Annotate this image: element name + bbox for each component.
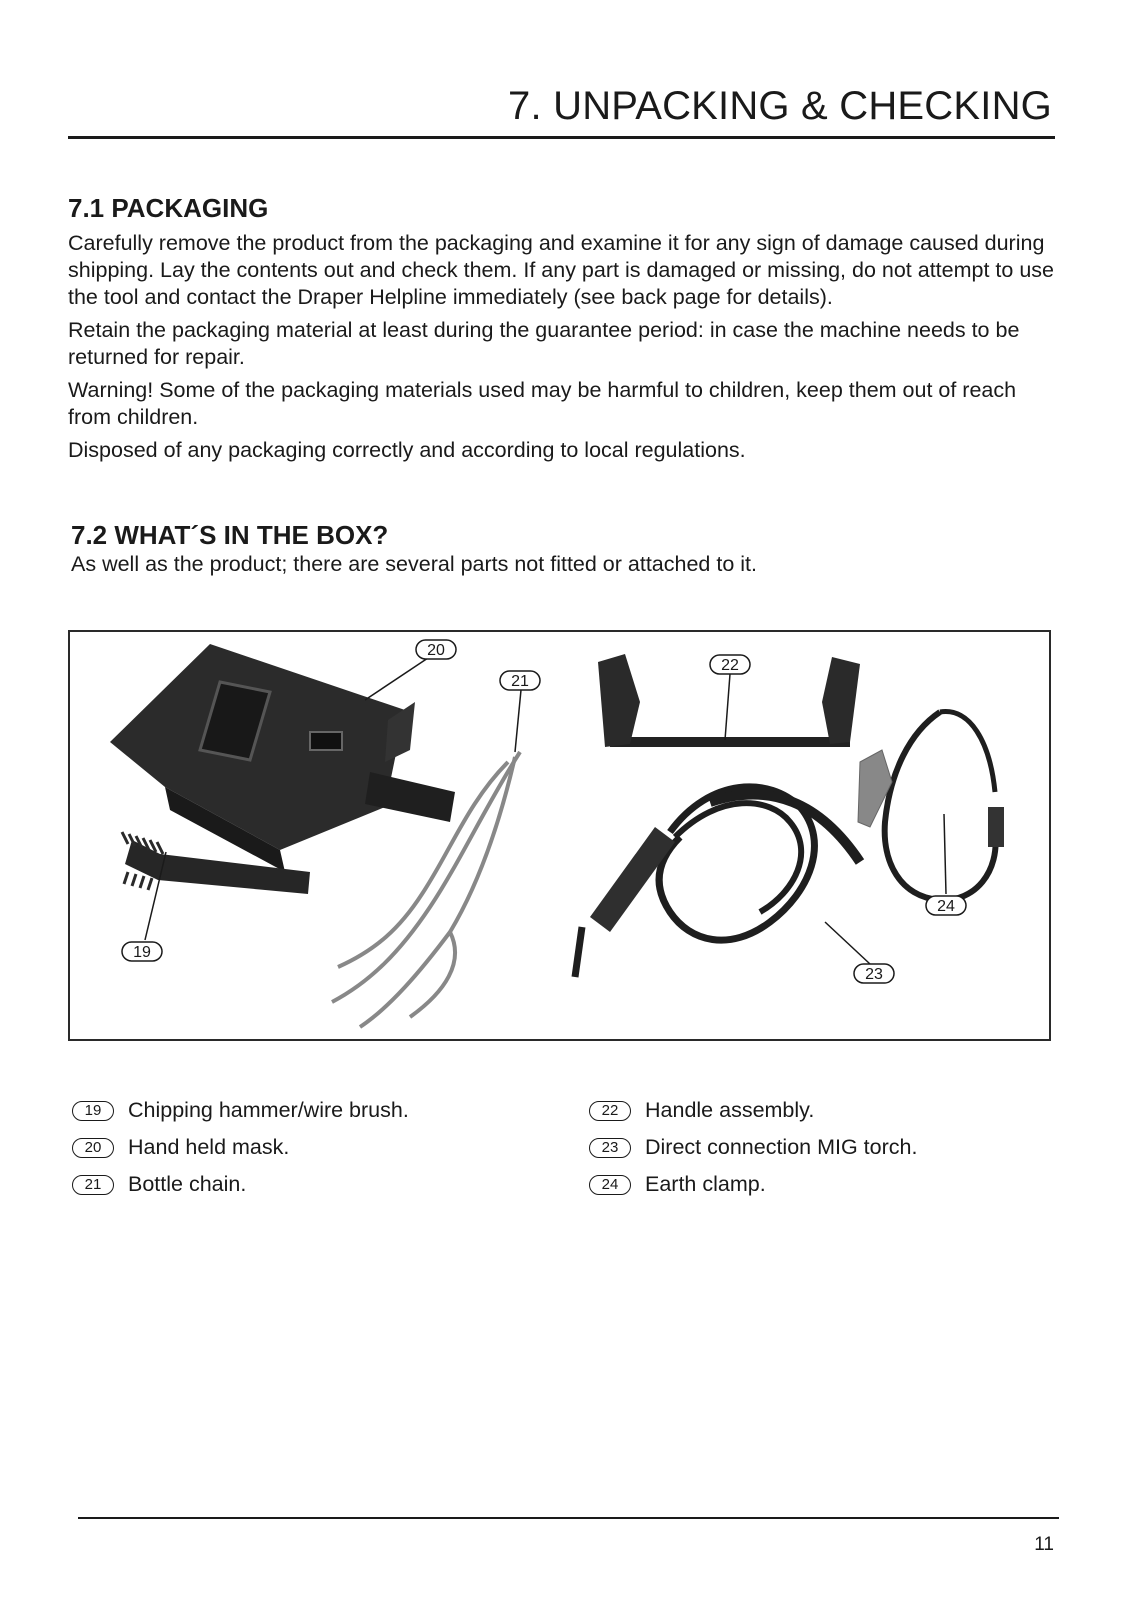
part-label: Handle assembly. <box>645 1098 815 1122</box>
callout-24 <box>926 896 966 915</box>
part-label: Direct connection MIG torch. <box>645 1135 918 1159</box>
header-rule <box>68 136 1055 139</box>
part-label: Earth clamp. <box>645 1172 766 1196</box>
legend-item <box>589 1129 917 1166</box>
legend-item <box>72 1129 409 1166</box>
part-number-badge: 19 <box>72 1101 114 1121</box>
mig-torch-illustration <box>575 787 860 977</box>
callout-24-label: 24 <box>937 898 955 915</box>
callout-21-label: 21 <box>511 673 529 690</box>
section-intro: As well as the product; there are several parts not fitted or attached to it. <box>71 552 757 576</box>
callout-22 <box>710 655 750 674</box>
part-number-badge: 21 <box>72 1175 114 1195</box>
callout-19-label: 19 <box>133 944 151 961</box>
callout-23 <box>854 964 894 983</box>
part-number-badge: 24 <box>589 1175 631 1195</box>
callout-20-label: 20 <box>427 642 445 659</box>
box-contents-illustration <box>70 632 1053 1043</box>
part-label: Bottle chain. <box>128 1172 247 1196</box>
callout-19 <box>122 942 162 961</box>
part-number-badge: 22 <box>589 1101 631 1121</box>
section-heading-whats-in-box: 7.2 WHAT´S IN THE BOX? <box>71 520 389 550</box>
paragraph: Warning! Some of the packaging materials used may be harmful to children, keep them out of reach from children. <box>68 378 1017 429</box>
parts-legend-right <box>589 1092 917 1203</box>
part-label: Chipping hammer/wire brush. <box>128 1098 409 1122</box>
legend-item <box>589 1166 917 1203</box>
footer-rule <box>78 1517 1059 1519</box>
earth-clamp-illustration <box>858 712 1004 901</box>
part-number-badge: 23 <box>589 1138 631 1158</box>
paragraph: Disposed of any packaging correctly and according to local regulations. <box>68 438 746 462</box>
legend-item <box>589 1092 917 1129</box>
section-heading-packaging: 7.1 PACKAGING <box>68 193 269 223</box>
page-number: 11 <box>1034 1534 1054 1555</box>
legend-item <box>72 1092 409 1129</box>
box-contents-figure <box>68 630 1051 1041</box>
page-title: 7. UNPACKING & CHECKING <box>508 84 1052 128</box>
hand-held-mask-illustration <box>110 644 455 872</box>
callout-21 <box>500 671 540 690</box>
callout-20 <box>416 640 456 659</box>
part-label: Hand held mask. <box>128 1135 290 1159</box>
paragraph: Retain the packaging material at least during the guarantee period: in case the machine needs to be returned for repair. <box>68 318 1020 369</box>
callout-23-label: 23 <box>865 966 883 983</box>
section-body-packaging <box>68 230 1058 470</box>
legend-item <box>72 1166 409 1203</box>
part-number-badge: 20 <box>72 1138 114 1158</box>
paragraph: Carefully remove the product from the packaging and examine it for any sign of damage caused during shipping. Lay the contents out and check them. If any part is damaged or missing, do not attempt to use the tool and contact the Draper Helpline immediately (see back page for details). <box>68 231 1054 309</box>
parts-legend-left <box>72 1092 409 1203</box>
callout-22-label: 22 <box>721 657 739 674</box>
